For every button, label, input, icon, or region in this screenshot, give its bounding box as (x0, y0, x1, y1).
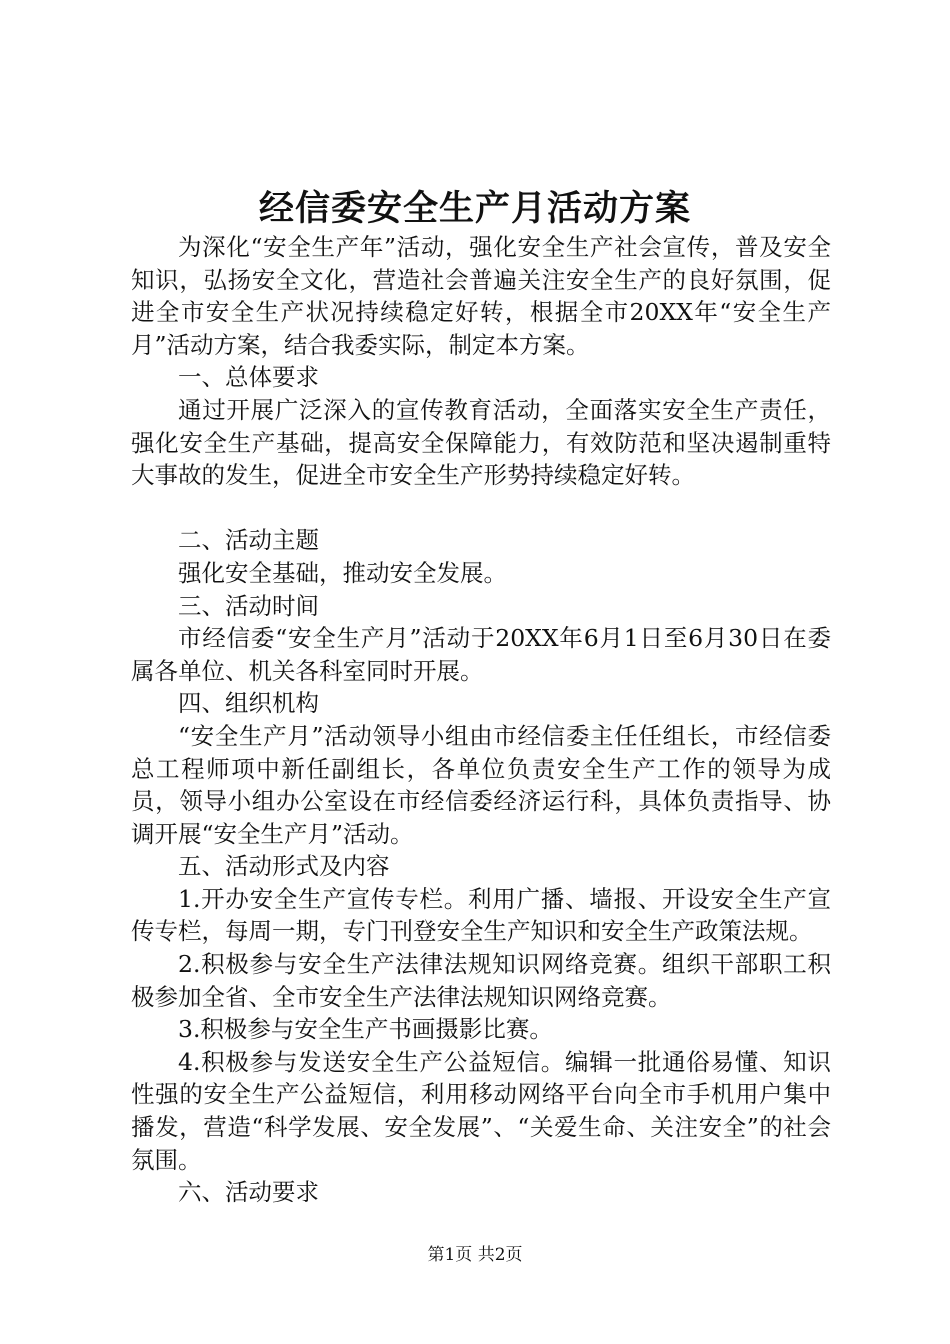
theme-paragraph: 强化安全基础，推动安全发展。 (178, 558, 507, 587)
section-heading-theme: 二、活动主题 (178, 526, 319, 555)
section-heading-organization: 四、组织机构 (178, 689, 319, 718)
document-title: 经信委安全生产月活动方案 (258, 188, 691, 229)
general-requirements-paragraph: 通过开展广泛深入的宣传教育活动，全面落实安全生产责任，强化安全生产基础，提高安全保障能力，有效防范和坚决遏制重特大事故的发生，促进全市安全生产形势持续稳定好转。 (131, 395, 831, 490)
intro-paragraph: 为深化“安全生产年”活动，强化安全生产社会宣传，普及安全知识，弘扬安全文化，营造社会普遍关注安全生产的良好氛围，促进全市安全生产状况持续稳定好转，根据全市20XX年“安全生产月”活动方案，结合我委实际，制定本方案。 (131, 233, 831, 359)
page-number-footer: 第1页 共2页 (427, 1245, 523, 1265)
section-heading-time: 三、活动时间 (178, 591, 319, 620)
section-heading-activity-requirements: 六、活动要求 (178, 1178, 319, 1207)
section-heading-general-requirements: 一、总体要求 (178, 363, 319, 392)
time-paragraph: 市经信委“安全生产月”活动于20XX年6月1日至6月30日在委属各单位、机关各科室同时开展。 (131, 624, 831, 685)
organization-paragraph: “安全生产月”活动领导小组由市经信委主任任组长，市经信委总工程师项中新任副组长，各单位负责安全生产工作的领导为成员，领导小组办公室设在市经信委经济运行科，具体负责指导、协调开展“安全生产月”活动。 (131, 721, 831, 848)
content-item-4: 4.积极参与发送安全生产公益短信。编辑一批通俗易懂、知识性强的安全生产公益短信，利用移动网络平台向全市手机用户集中播发，营造“科学发展、安全发展”、“关爱生命、关注安全”的社会氛围。 (131, 1047, 831, 1174)
section-heading-forms-content: 五、活动形式及内容 (178, 852, 390, 881)
document-body (131, 231, 831, 1209)
content-item-3: 3.积极参与安全生产书画摄影比赛。 (178, 1015, 553, 1044)
content-item-2: 2.积极参与安全生产法律法规知识网络竞赛。组织干部职工积极参加全省、全市安全生产法律法规知识网络竞赛。 (131, 950, 831, 1011)
content-item-1: 1.开办安全生产宣传专栏。利用广播、墙报、开设安全生产宣传专栏，每周一期，专门刊登安全生产知识和安全生产政策法规。 (131, 884, 831, 946)
